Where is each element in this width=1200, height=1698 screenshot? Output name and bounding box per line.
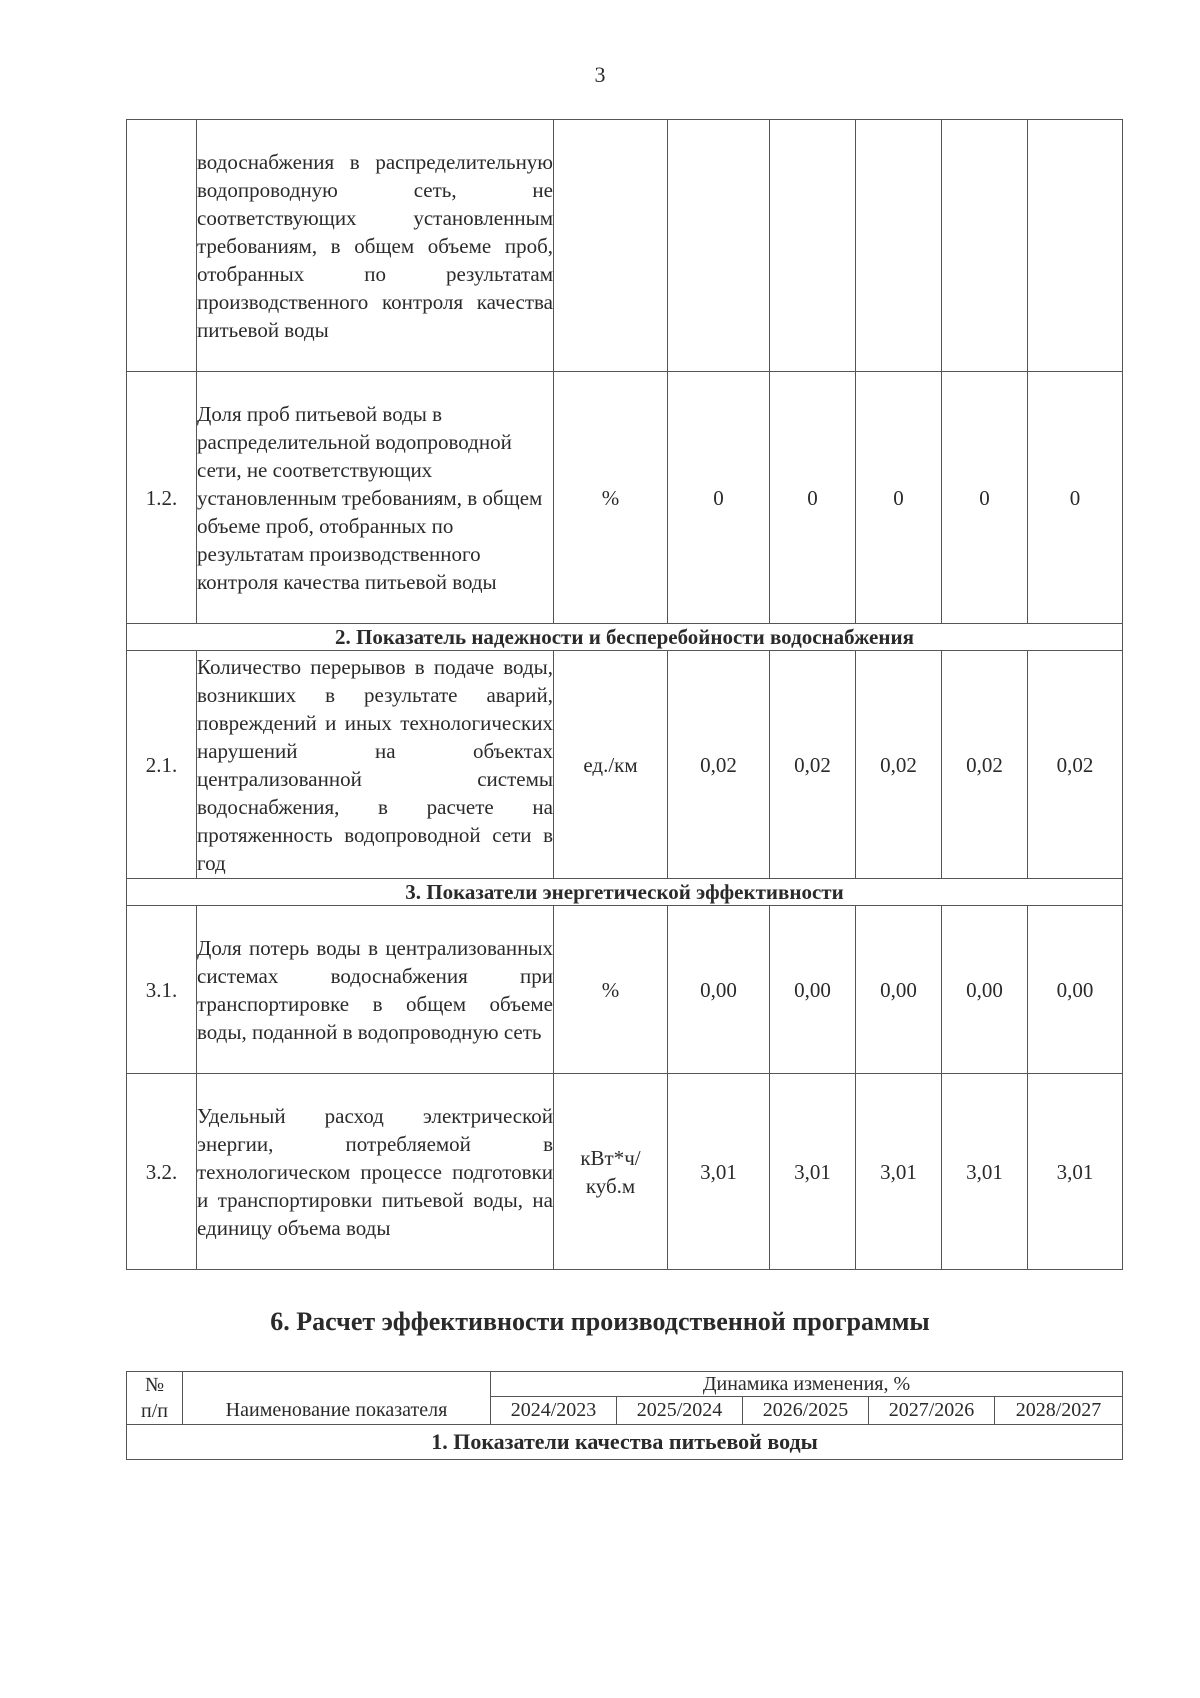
unit-cell bbox=[554, 1074, 668, 1270]
value: 0,00 bbox=[770, 906, 856, 1074]
row-number: 3.2. bbox=[127, 1074, 197, 1270]
value: 3,01 bbox=[1028, 1074, 1123, 1270]
section-heading: 6. Расчет эффективности производственной программы bbox=[270, 1307, 930, 1336]
value: 0,02 bbox=[1028, 651, 1123, 879]
value-cell bbox=[1028, 120, 1123, 372]
table-row bbox=[127, 1074, 1123, 1270]
unit: % bbox=[554, 372, 668, 624]
indicator-name-cell bbox=[197, 372, 554, 624]
indicators-table bbox=[126, 119, 1123, 1270]
indicator-name: водоснабжения в распределительную водопроводную сеть, не соответствующих установленным требованиям, в общем объеме проб, отобранных по результатам производственного контроля качества питьевой воды bbox=[197, 149, 553, 342]
indicator-name-cell bbox=[197, 120, 554, 372]
value: 3,01 bbox=[942, 1074, 1028, 1270]
efficiency-table bbox=[126, 1371, 1123, 1460]
unit-line: кВт*ч/ bbox=[580, 1145, 641, 1170]
indicator-name: Доля потерь воды в централизованных системах водоснабжения при транспортировке в общем объеме воды, поданной в водопроводную сеть bbox=[197, 935, 553, 1044]
value: 0,02 bbox=[668, 651, 770, 879]
value: 3,01 bbox=[856, 1074, 942, 1270]
value: 0 bbox=[770, 372, 856, 624]
value: 0,02 bbox=[856, 651, 942, 879]
section-title: 2. Показатель надежности и бесперебойности водоснабжения bbox=[127, 624, 1123, 651]
column-header-number-line: № bbox=[144, 1374, 165, 1396]
column-header-dynamics: Динамика изменения, % bbox=[491, 1372, 1123, 1397]
indicator-name-cell bbox=[197, 906, 554, 1074]
table-row bbox=[127, 906, 1123, 1074]
column-header-year: 2028/2027 bbox=[995, 1397, 1123, 1425]
indicator-name-cell bbox=[197, 1074, 554, 1270]
row-number: 1.2. bbox=[127, 372, 197, 624]
table-row bbox=[127, 651, 1123, 879]
indicator-name-cell bbox=[197, 651, 554, 879]
column-header-year: 2026/2025 bbox=[743, 1397, 869, 1425]
column-header-year: 2027/2026 bbox=[869, 1397, 995, 1425]
value: 0 bbox=[856, 372, 942, 624]
value-cell bbox=[856, 120, 942, 372]
unit: % bbox=[554, 906, 668, 1074]
section-title: 3. Показатели энергетической эффективности bbox=[127, 879, 1123, 906]
column-header-number-line: п/п bbox=[141, 1400, 168, 1422]
value-cell bbox=[770, 120, 856, 372]
value: 0,00 bbox=[856, 906, 942, 1074]
section-row bbox=[127, 1425, 1123, 1460]
value: 3,01 bbox=[668, 1074, 770, 1270]
value-cell bbox=[668, 120, 770, 372]
value: 0,00 bbox=[1028, 906, 1123, 1074]
header-row bbox=[127, 1372, 1123, 1397]
section-row bbox=[127, 624, 1123, 651]
section-row bbox=[127, 879, 1123, 906]
column-header-year: 2025/2024 bbox=[617, 1397, 743, 1425]
value: 0,02 bbox=[770, 651, 856, 879]
column-header-year: 2024/2023 bbox=[491, 1397, 617, 1425]
column-header-number bbox=[127, 1372, 183, 1425]
indicator-name: Удельный расход электрической энергии, потребляемой в технологическом процессе подготовки и транспортировки питьевой воды, на единицу объема воды bbox=[197, 1103, 553, 1240]
value: 0,00 bbox=[668, 906, 770, 1074]
indicator-name: Количество перерывов в подаче воды, возникших в результате аварий, повреждений и иных технологических нарушений на объектах централизованной системы водоснабжения, в расчете на протяженность водопроводной сети в год bbox=[197, 654, 553, 875]
table-row bbox=[127, 120, 1123, 372]
section-title: 1. Показатели качества питьевой воды bbox=[127, 1425, 1123, 1460]
unit: ед./км bbox=[554, 651, 668, 879]
value: 0 bbox=[942, 372, 1028, 624]
row-number: 2.1. bbox=[127, 651, 197, 879]
value: 3,01 bbox=[770, 1074, 856, 1270]
column-header-name: Наименование показателя bbox=[183, 1372, 491, 1425]
table-row bbox=[127, 372, 1123, 624]
row-number-cell bbox=[127, 120, 197, 372]
value-cell bbox=[942, 120, 1028, 372]
value: 0,00 bbox=[942, 906, 1028, 1074]
indicator-name: Доля проб питьевой воды в распределительной водопроводной сети, не соответствующих установленным требованиям, в общем объеме проб, отобранных по результатам производственного контроля качества питьевой воды bbox=[197, 401, 543, 594]
value: 0 bbox=[668, 372, 770, 624]
unit-cell bbox=[554, 120, 668, 372]
value: 0 bbox=[1028, 372, 1123, 624]
page-number: 3 bbox=[594, 62, 606, 87]
value: 0,02 bbox=[942, 651, 1028, 879]
row-number: 3.1. bbox=[127, 906, 197, 1074]
unit-line: куб.м bbox=[585, 1173, 636, 1198]
